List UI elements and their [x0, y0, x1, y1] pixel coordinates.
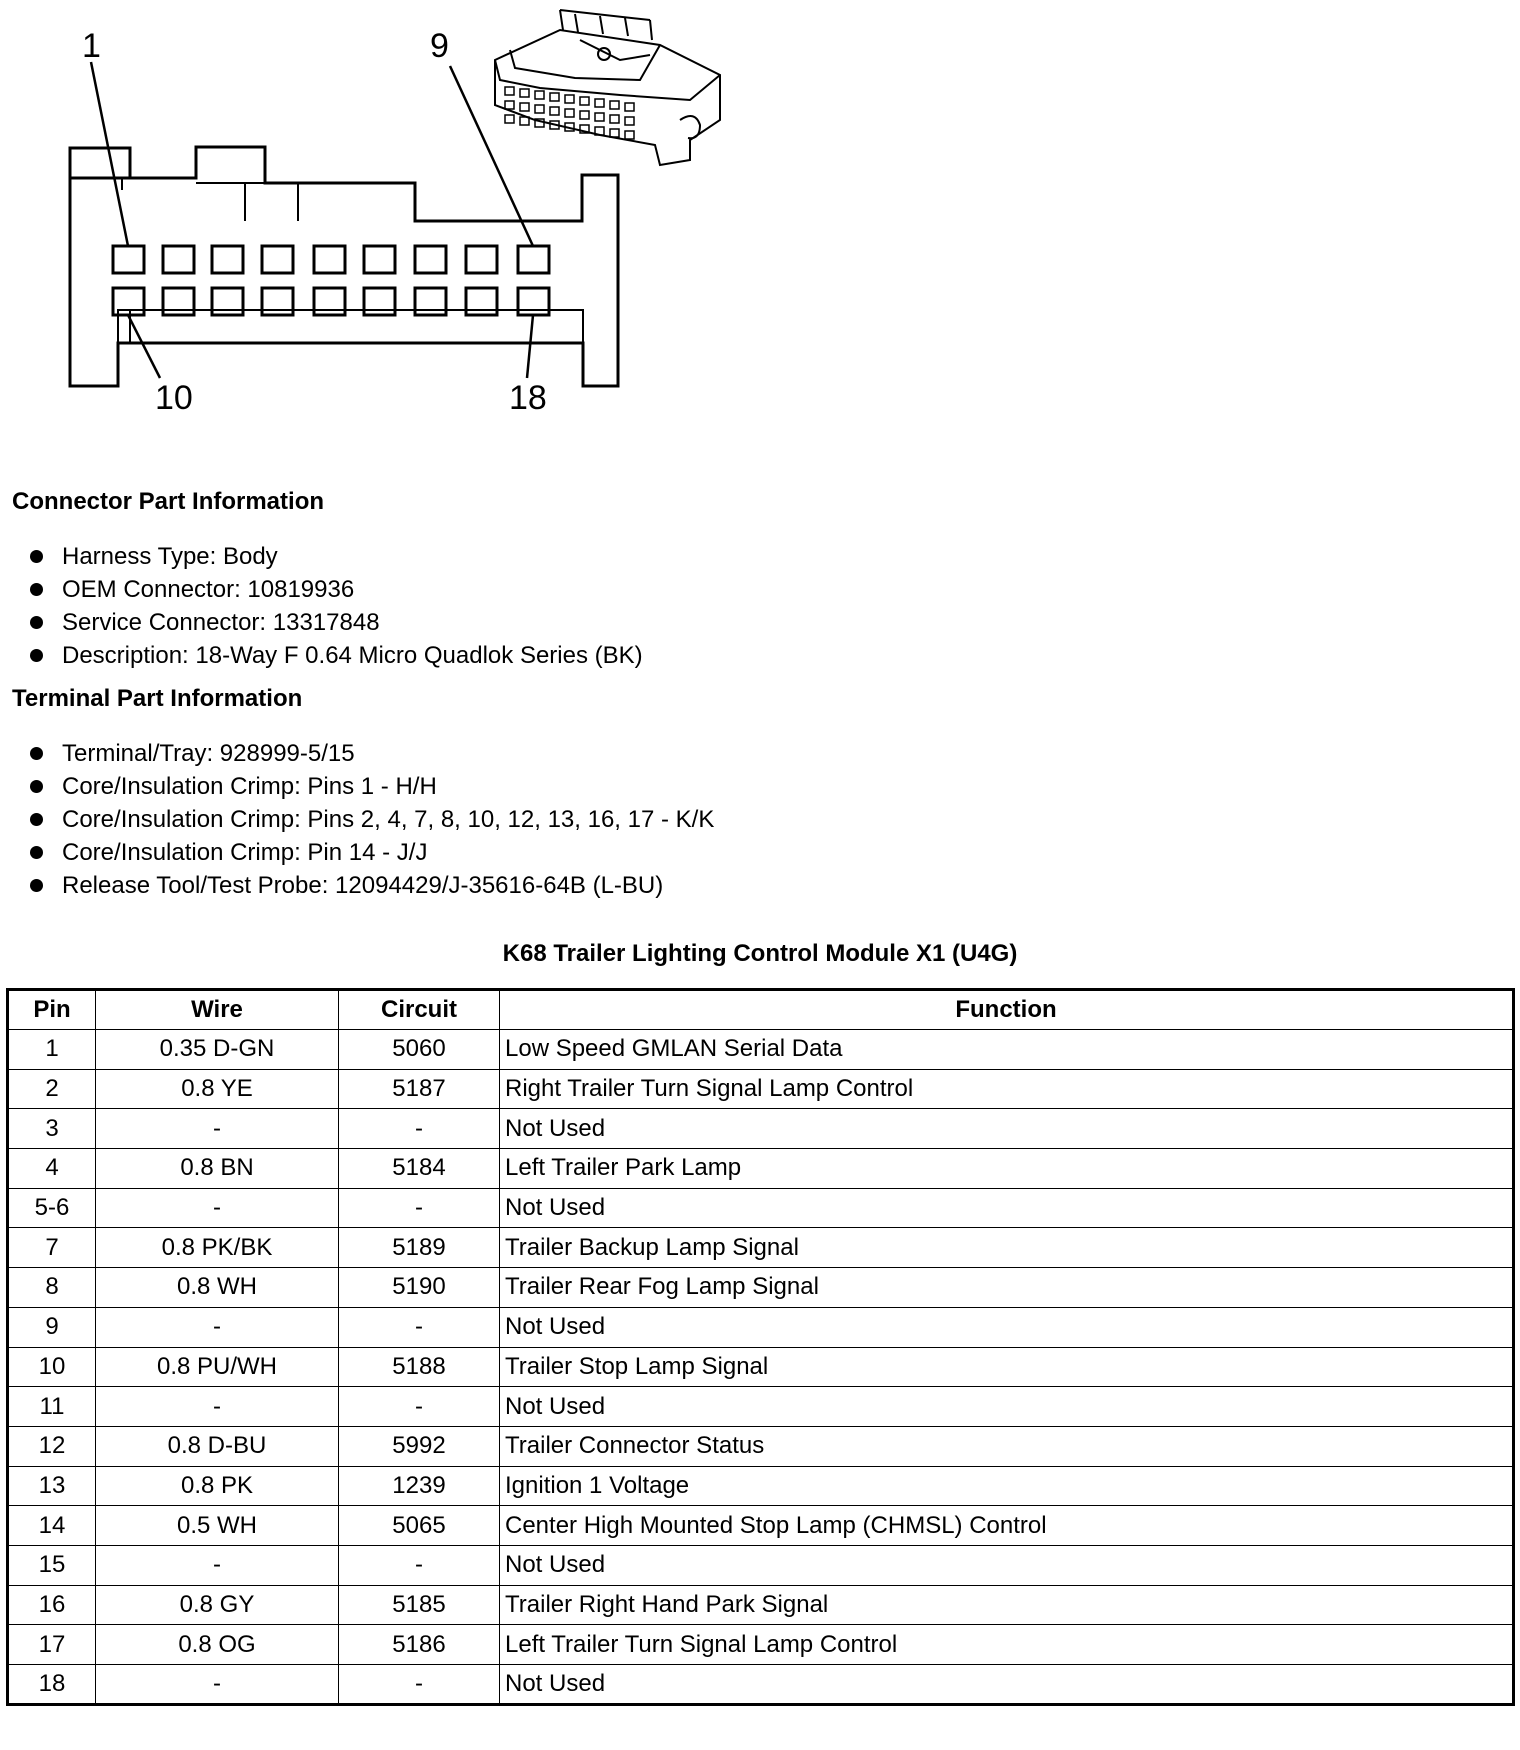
leader-line-1: [91, 62, 128, 246]
cell-wire: -: [96, 1665, 339, 1705]
cell-function: Not Used: [500, 1307, 1514, 1347]
cell-circuit: -: [339, 1665, 500, 1705]
cell-function: Not Used: [500, 1109, 1514, 1149]
cell-circuit: 5186: [339, 1625, 500, 1665]
list-item: Release Tool/Test Probe: 12094429/J-35616-64B (L-BU): [30, 869, 714, 902]
cell-function: Low Speed GMLAN Serial Data: [500, 1030, 1514, 1070]
cell-pin: 10: [8, 1347, 96, 1387]
table-row: [8, 1585, 1514, 1625]
cell-wire: 0.8 PK/BK: [96, 1228, 339, 1268]
cell-pin: 3: [8, 1109, 96, 1149]
list-item: Core/Insulation Crimp: Pins 1 - H/H: [30, 770, 714, 803]
cell-function: Center High Mounted Stop Lamp (CHMSL) Control: [500, 1506, 1514, 1546]
cell-wire: 0.8 PU/WH: [96, 1347, 339, 1387]
cell-pin: 18: [8, 1665, 96, 1705]
cell-circuit: 5060: [339, 1030, 500, 1070]
cell-pin: 1: [8, 1030, 96, 1070]
cell-wire: -: [96, 1387, 339, 1427]
cell-function: Right Trailer Turn Signal Lamp Control: [500, 1069, 1514, 1109]
cavity-row-top: [113, 246, 549, 273]
cell-circuit: 5992: [339, 1426, 500, 1466]
header-wire: Wire: [96, 990, 339, 1030]
cell-pin: 16: [8, 1585, 96, 1625]
table-row: [8, 1149, 1514, 1189]
pinout-table: [6, 988, 1515, 1706]
list-item: Terminal/Tray: 928999-5/15: [30, 737, 714, 770]
cell-pin: 4: [8, 1149, 96, 1189]
cell-function: Left Trailer Turn Signal Lamp Control: [500, 1625, 1514, 1665]
cell-circuit: 1239: [339, 1466, 500, 1506]
cell-circuit: -: [339, 1545, 500, 1585]
cell-circuit: 5187: [339, 1069, 500, 1109]
table-row: [8, 1307, 1514, 1347]
pin-label-18: 18: [509, 379, 547, 417]
cell-function: Trailer Right Hand Park Signal: [500, 1585, 1514, 1625]
table-row: [8, 1426, 1514, 1466]
cell-wire: -: [96, 1545, 339, 1585]
cell-function: Not Used: [500, 1545, 1514, 1585]
cell-pin: 13: [8, 1466, 96, 1506]
pin-label-9: 9: [430, 27, 449, 65]
cell-function: Ignition 1 Voltage: [500, 1466, 1514, 1506]
table-row: [8, 1387, 1514, 1427]
cell-pin: 17: [8, 1625, 96, 1665]
cell-function: Trailer Stop Lamp Signal: [500, 1347, 1514, 1387]
connector-thumbnail: [495, 10, 720, 165]
terminal-info-title: Terminal Part Information: [12, 685, 303, 712]
cell-circuit: -: [339, 1188, 500, 1228]
table-row: [8, 1268, 1514, 1308]
leader-line-18: [527, 315, 533, 378]
header-pin: Pin: [8, 990, 96, 1030]
cell-circuit: -: [339, 1109, 500, 1149]
cell-wire: 0.8 D-BU: [96, 1426, 339, 1466]
connector-diagram: [0, 0, 760, 430]
cell-wire: 0.5 WH: [96, 1506, 339, 1546]
cell-function: Trailer Connector Status: [500, 1426, 1514, 1466]
connector-info-title: Connector Part Information: [12, 488, 325, 515]
cell-pin: 2: [8, 1069, 96, 1109]
cell-function: Not Used: [500, 1665, 1514, 1705]
list-item: Harness Type: Body: [30, 540, 643, 573]
table-row: [8, 1506, 1514, 1546]
table-row: [8, 1188, 1514, 1228]
cell-wire: 0.35 D-GN: [96, 1030, 339, 1070]
cell-pin: 5-6: [8, 1188, 96, 1228]
terminal-info-list: [30, 737, 714, 902]
list-item: Core/Insulation Crimp: Pins 2, 4, 7, 8, 10, 12, 13, 16, 17 - K/K: [30, 803, 714, 836]
table-row: [8, 1030, 1514, 1070]
table-row: [8, 1347, 1514, 1387]
cell-circuit: -: [339, 1307, 500, 1347]
pin-label-10: 10: [155, 379, 193, 417]
cell-wire: -: [96, 1188, 339, 1228]
pin-label-1: 1: [82, 27, 101, 65]
cell-pin: 9: [8, 1307, 96, 1347]
cell-wire: 0.8 GY: [96, 1585, 339, 1625]
list-item: OEM Connector: 10819936: [30, 573, 643, 606]
connector-info-list: [30, 540, 643, 672]
cell-function: Left Trailer Park Lamp: [500, 1149, 1514, 1189]
table-row: [8, 1466, 1514, 1506]
table-row: [8, 1545, 1514, 1585]
cell-wire: -: [96, 1109, 339, 1149]
table-row: [8, 1109, 1514, 1149]
cell-wire: 0.8 PK: [96, 1466, 339, 1506]
table-row: [8, 1665, 1514, 1705]
cell-pin: 7: [8, 1228, 96, 1268]
cell-circuit: 5185: [339, 1585, 500, 1625]
cell-circuit: 5188: [339, 1347, 500, 1387]
table-body: [8, 1030, 1514, 1705]
cell-pin: 12: [8, 1426, 96, 1466]
cell-wire: -: [96, 1307, 339, 1347]
table-row: [8, 1069, 1514, 1109]
cell-circuit: 5065: [339, 1506, 500, 1546]
cell-wire: 0.8 YE: [96, 1069, 339, 1109]
list-item: Description: 18-Way F 0.64 Micro Quadlok Series (BK): [30, 639, 643, 672]
list-item: Core/Insulation Crimp: Pin 14 - J/J: [30, 836, 714, 869]
table-row: [8, 1228, 1514, 1268]
cell-circuit: -: [339, 1387, 500, 1427]
cell-pin: 14: [8, 1506, 96, 1546]
cell-wire: 0.8 BN: [96, 1149, 339, 1189]
cell-function: Not Used: [500, 1188, 1514, 1228]
cell-function: Trailer Backup Lamp Signal: [500, 1228, 1514, 1268]
leader-line-10: [128, 315, 160, 378]
cell-pin: 15: [8, 1545, 96, 1585]
cell-function: Trailer Rear Fog Lamp Signal: [500, 1268, 1514, 1308]
header-function: Function: [500, 990, 1514, 1030]
table-row: [8, 1625, 1514, 1665]
cell-circuit: 5184: [339, 1149, 500, 1189]
cell-pin: 8: [8, 1268, 96, 1308]
cell-wire: 0.8 OG: [96, 1625, 339, 1665]
list-item: Service Connector: 13317848: [30, 606, 643, 639]
cell-circuit: 5190: [339, 1268, 500, 1308]
table-header-row: [8, 990, 1514, 1030]
header-circuit: Circuit: [339, 990, 500, 1030]
cell-circuit: 5189: [339, 1228, 500, 1268]
cell-wire: 0.8 WH: [96, 1268, 339, 1308]
table-title: K68 Trailer Lighting Control Module X1 (U4G): [502, 940, 1018, 967]
cell-function: Not Used: [500, 1387, 1514, 1427]
cell-pin: 11: [8, 1387, 96, 1427]
